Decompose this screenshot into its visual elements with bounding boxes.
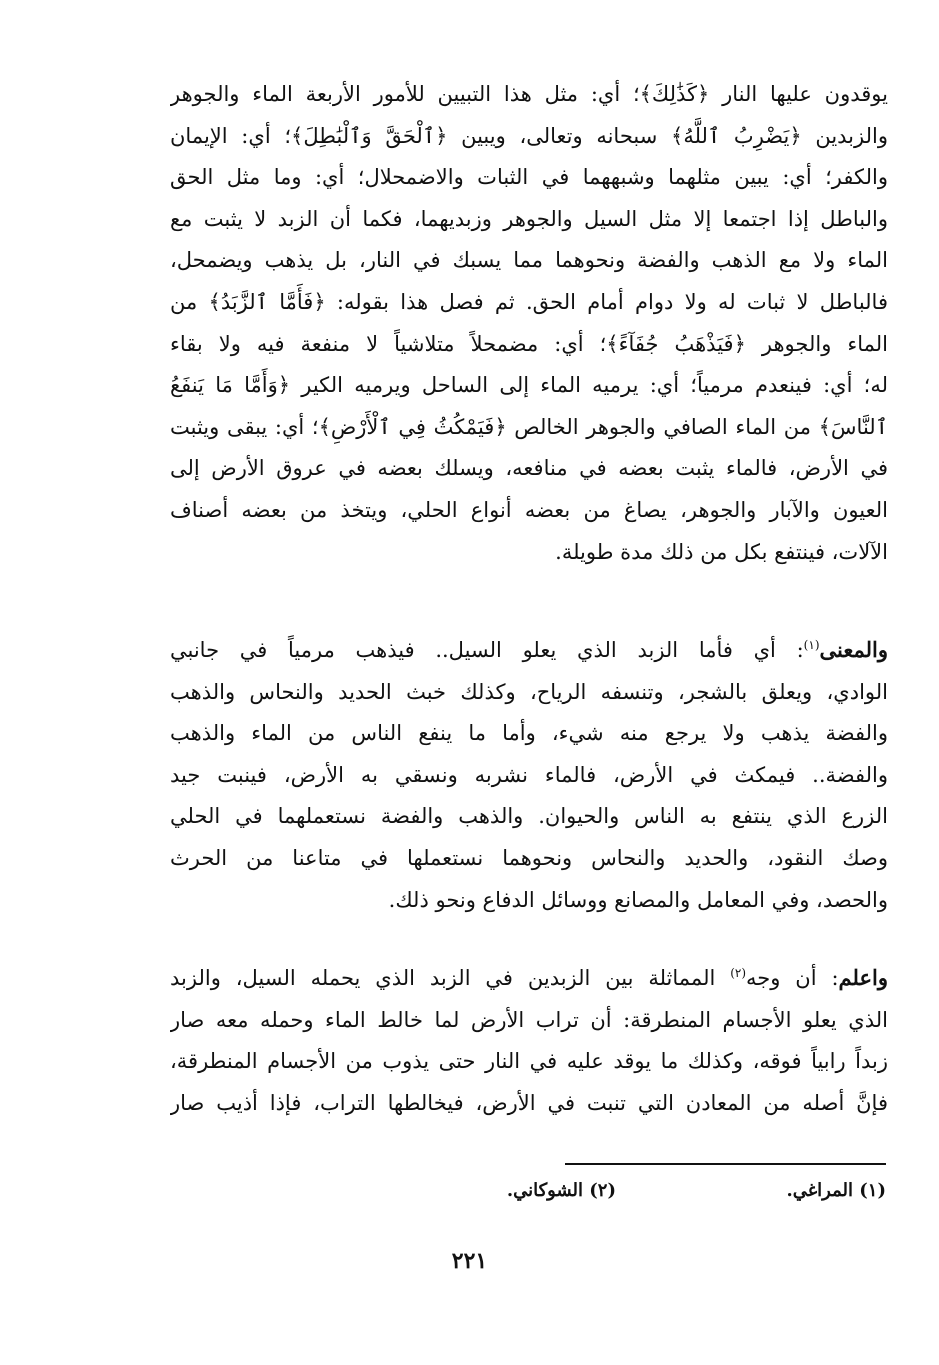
text-line: له؛ أي: فينعدم مرمياً؛ أي: يرميه الماء إلى الساحل ويرميه الكير ﴿وَأَمَّا مَا يَنفَعُ	[170, 373, 888, 398]
paragraph-know	[170, 957, 888, 1124]
text-line: في الأرض، فالماء يثبت بعضه في منافعه، ويسلك بعضه في عروق الأرض إلى	[170, 456, 888, 481]
text-line: ٱلنَّاسَ﴾ من الماء الصافي والجوهر الخالص ﴿فَيَمْكُثُ فِي ٱلْأَرْضِ﴾؛ أي: يبقى ويثبت	[170, 414, 888, 439]
page-number: ٢٢١	[451, 1248, 488, 1274]
footnote-2: (٢) الشوكاني.	[506, 1180, 616, 1201]
footnote-marker: (١)	[803, 638, 820, 652]
text-line: الآلات، فينتفع بكل من ذلك مدة طويلة.	[555, 539, 888, 564]
footnote-divider	[565, 1163, 886, 1165]
text-line: العيون والآبار والجوهر، يصاغ من بعضه أنواع الحلي، ويتخذ من بعضه أصناف	[170, 497, 888, 522]
text-line: والفضة.. فيمكث في الأرض، فالماء نشربه ونسقي به الأرض، فينبت جيد	[170, 762, 888, 787]
text-line: والزبدين ﴿يَضْرِبُ ٱللَّهُ﴾ سبحانه وتعالى، ويبين ﴿ٱلْحَقَّ وَٱلْبَٰطِلَ﴾؛ أي: الإيمان	[170, 123, 888, 148]
text-line: الماء ولا مع الذهب والفضة ونحوهما مما يسبك في النار، بل يذهب ويضمحل،	[170, 248, 888, 273]
text-line: الزرع الذي ينتفع به الناس والحيوان. والذهب والفضة نستعملهما في الحلي	[170, 804, 888, 829]
footnote-1: (١) المراغي.	[786, 1180, 886, 1201]
text-line-lead	[170, 957, 888, 1000]
text-line: الماء والجوهر ﴿فَيَذْهَبُ جُفَآءً﴾؛ أي: مضمحلاً متلاشياً لا منفعة فيه ولا بقاء	[170, 331, 888, 356]
text-line: والباطل إذا اجتمعا إلا مثل السيل والجوهر وزبديهما، فكما أن الزبد لا يثبت مع	[170, 206, 888, 231]
lead-line-text: : أي فأما الزبد الذي يعلو السيل.. فيذهب مرمياً في جانبي	[170, 638, 804, 662]
text-line: والكفر؛ أي: يبين مثلهما وشبههما في الثبات والاضمحلال؛ أي: وما مثل الحق	[170, 165, 888, 190]
paragraph-tafsir-verse	[170, 74, 888, 573]
paragraph-meaning	[170, 629, 888, 921]
text-line: فالباطل لا ثبات له ولا دوام أمام الحق. ثم فصل هذا بقوله: ﴿فَأَمَّا ٱلزَّبَدُ﴾ من	[170, 289, 888, 314]
text-line-lead	[170, 629, 888, 672]
text-line: وصك النقود، والحديد والنحاس ونحوهما نستعملها في متاعنا من الحرث	[170, 845, 888, 870]
text-line: الوادي، ويعلق بالشجر، وتنسفه الرياح، وكذلك خبث الحديد والنحاس والذهب	[170, 679, 888, 704]
lead-word: والمعنى	[819, 637, 888, 662]
text-line: والفضة يذهب ولا يرجع منه شيء، وأما ما ينفع الناس من الماء والذهب	[170, 721, 888, 746]
lead-word: واعلم	[838, 965, 888, 990]
text-line: زبداً رابياً فوقه، وكذلك ما يوقد عليه في النار حتى يذوب من الأجسام المنطرقة،	[170, 1049, 888, 1074]
text-line: والحصد، وفي المعامل والمصانع ووسائل الدفاع ونحو ذلك.	[388, 887, 888, 912]
text-line: يوقدون عليها النار ﴿كَذَٰلِكَ﴾؛ أي: مثل هذا التبيين للأمور الأربعة الماء والجوهر	[170, 82, 888, 106]
lead-line-text: المماثلة بين الزبدين في الزبد الذي يحمله السيل، والزبد	[170, 966, 731, 990]
text-line: فإنَّ أصله من المعادن التي تنبت في الأرض، فيخالطها التراب، فإذا أذيب صار	[170, 1090, 888, 1115]
footnote-marker: (٢)	[730, 966, 747, 980]
lead-line-text: : أن وجه	[746, 966, 839, 990]
text-line: الذي يعلو الأجسام المنطرقة: أن تراب الأرض لما خالط الماء وحمله معه صار	[170, 1007, 888, 1032]
